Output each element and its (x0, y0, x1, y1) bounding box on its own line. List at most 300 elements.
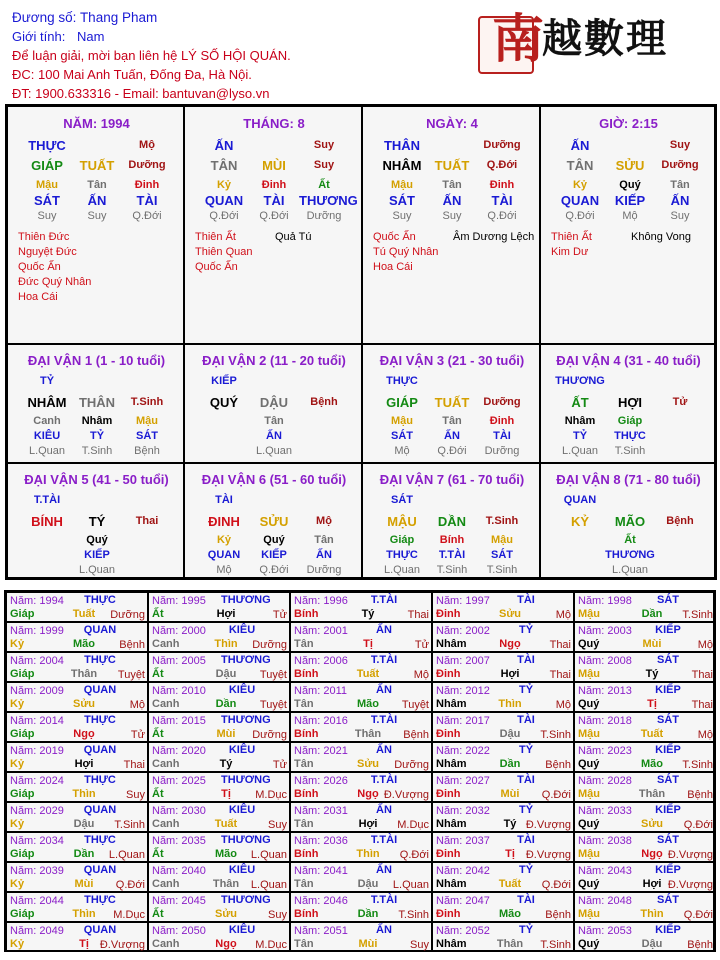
year-stem: Nhâm (436, 758, 467, 770)
decade-hidden-stem: Ất (624, 534, 636, 546)
year-cell (148, 742, 290, 772)
year-god: KIÊU (228, 744, 256, 756)
year-god: QUAN (83, 684, 117, 696)
year-label: Năm: 2041 (294, 865, 348, 877)
year-cell (432, 772, 574, 802)
decade-cell (7, 463, 184, 578)
year-cell (6, 892, 148, 922)
year-stem: Đinh (436, 608, 461, 620)
year-stem: Mậu (578, 608, 600, 620)
year-cell (148, 922, 290, 952)
year-branch: Ngọ (215, 938, 237, 950)
year-branch: Sửu (356, 758, 380, 770)
year-branch: Thìn (72, 788, 96, 800)
auspicious-star: Thiên Đức (18, 231, 70, 243)
pillar-god-state: Suy (669, 139, 691, 151)
hidden-god: QUAN (560, 193, 600, 208)
year-branch: Thân (354, 728, 382, 740)
year-label: Năm: 2046 (294, 895, 348, 907)
decade-cell (362, 463, 540, 578)
year-god: TÀI (517, 654, 535, 666)
year-god: QUAN (83, 624, 117, 636)
year-label: Năm: 2050 (152, 925, 206, 937)
year-label: Năm: 2024 (10, 775, 64, 787)
owner-line (12, 8, 291, 27)
hidden-god: SÁT (34, 193, 60, 208)
decade-stem: MẬU (387, 514, 417, 529)
year-god: T.TÀI (370, 714, 398, 726)
hidden-stem: Tân (87, 179, 107, 191)
year-label: Năm: 2023 (578, 745, 632, 757)
auspicious-star: Hoa Cái (373, 261, 413, 273)
year-label: Năm: 2019 (10, 745, 64, 757)
year-branch: Tuất (72, 608, 96, 620)
hidden-state: Dưỡng (306, 210, 342, 222)
branch-state: Dưỡng (661, 159, 699, 171)
hidden-god: ẤN (670, 193, 690, 208)
year-branch: Mùi (500, 788, 520, 800)
decade-hidden-god: T.TÀI (438, 549, 466, 561)
year-label: Năm: 1997 (436, 595, 490, 607)
year-branch: Hợi (216, 608, 236, 620)
year-god: THỰC (84, 594, 116, 606)
year-god: SÁT (657, 654, 679, 666)
year-cell (574, 682, 714, 712)
year-cell (6, 832, 148, 862)
year-state: L.Quan (108, 849, 145, 861)
decade-hidden-stem: Mậu (136, 415, 158, 427)
year-branch: Dậu (215, 668, 237, 680)
year-stem: Giáp (10, 728, 35, 740)
gender-line (12, 27, 291, 46)
year-cell (6, 742, 148, 772)
decade-cell (362, 344, 540, 463)
seal-character: 南 (492, 9, 545, 70)
year-branch: Tý (503, 818, 517, 830)
year-state: Mộ (555, 609, 571, 621)
red-seal-icon (478, 9, 545, 74)
decade-stem: GIÁP (386, 395, 418, 410)
auspicious-star: Hoa Cái (18, 291, 58, 303)
year-branch: Ngọ (357, 788, 379, 800)
year-label: Năm: 2027 (436, 775, 490, 787)
year-god: THỰC (84, 774, 116, 786)
decade-god: SÁT (391, 494, 413, 506)
decade-stem: QUÝ (209, 395, 239, 410)
year-state: Bệnh (545, 759, 571, 771)
year-god: THƯƠNG (221, 654, 271, 666)
hidden-state: Mộ (622, 210, 638, 222)
year-label: Năm: 2018 (578, 715, 632, 727)
hidden-state: Q.Đới (259, 210, 289, 222)
year-state: Bệnh (687, 939, 713, 951)
year-label: Năm: 2025 (152, 775, 206, 787)
auspicious-star: Quốc Ấn (18, 261, 61, 273)
year-branch: Sửu (214, 908, 238, 920)
decade-branch-state: Dưỡng (483, 396, 521, 408)
gender-value: Nam (76, 29, 105, 44)
year-branch: Thìn (214, 638, 238, 650)
year-stem: Quý (578, 878, 600, 890)
year-branch: Dậu (357, 878, 379, 890)
year-god: QUAN (83, 744, 117, 756)
year-god: KIÊU (228, 924, 256, 936)
year-god: TÀI (517, 834, 535, 846)
year-god: TỶ (518, 624, 534, 636)
year-stem: Đinh (436, 908, 461, 920)
year-state: Mộ (413, 669, 429, 681)
year-branch: Mão (499, 908, 521, 920)
year-god: T.TÀI (370, 654, 398, 666)
year-cell (432, 652, 574, 682)
phone-email-line: ĐT: 1900.633316 - Email: bantuvan@lyso.vn (12, 86, 270, 101)
year-cell (574, 862, 714, 892)
year-state: Dưỡng (252, 729, 287, 741)
year-god: T.TÀI (370, 834, 398, 846)
year-state: Q.Đới (683, 819, 713, 831)
year-label: Năm: 2053 (578, 925, 632, 937)
year-label: Năm: 2031 (294, 805, 348, 817)
year-stem: Mậu (578, 788, 600, 800)
year-label: Năm: 1998 (578, 595, 632, 607)
pillar-god: THÂN (383, 138, 421, 153)
year-god: KIÊU (228, 684, 256, 696)
year-state: M.Dục (255, 789, 287, 801)
year-branch: Mão (215, 848, 237, 860)
auspicious-star: Nguyệt Đức (18, 246, 77, 258)
year-cell (290, 622, 432, 652)
year-label: Năm: 2022 (436, 745, 490, 757)
earthly-branch: TUẤT (79, 158, 115, 173)
chart-header (12, 8, 291, 103)
year-cell (574, 832, 714, 862)
year-label: Năm: 2040 (152, 865, 206, 877)
decade-hidden-god: THỰC (614, 430, 646, 442)
heavenly-stem: NHÂM (382, 158, 422, 173)
year-stem: Canh (152, 638, 180, 650)
year-branch: Dần (641, 608, 663, 620)
year-branch: Tị (363, 638, 373, 650)
year-stem: Tân (294, 878, 314, 890)
year-label: Năm: 2003 (578, 625, 632, 637)
decade-hidden-god: ẤN (444, 430, 460, 442)
year-branch: Tuất (356, 668, 380, 680)
year-god: ẤN (376, 684, 392, 696)
owner-label: Đương số: (12, 10, 77, 25)
auspicious-star: Thiên Ất (551, 231, 592, 243)
year-state: Đ.Vượng (525, 849, 571, 861)
year-god: ẤN (376, 804, 392, 816)
year-stem: Kỷ (10, 698, 25, 710)
year-label: Năm: 2012 (436, 685, 490, 697)
year-god: KIẾP (655, 924, 681, 936)
year-branch: Ngọ (73, 728, 95, 740)
year-cell (6, 622, 148, 652)
year-cell (290, 862, 432, 892)
hidden-state: Suy (37, 210, 57, 222)
year-cell (290, 832, 432, 862)
year-branch: Tị (647, 698, 657, 710)
year-stem: Giáp (10, 908, 35, 920)
decade-hidden-stem: Nhâm (81, 415, 113, 427)
decade-hidden-god: TỶ (89, 430, 105, 442)
year-stem: Kỷ (10, 758, 25, 770)
decade-branch: TÝ (88, 514, 106, 529)
year-cell (574, 592, 714, 622)
year-stem: Giáp (10, 668, 35, 680)
year-god: KIẾP (655, 744, 681, 756)
year-state: Tử (414, 639, 429, 651)
year-cell (148, 682, 290, 712)
year-cell (6, 922, 148, 952)
year-state: Suy (410, 939, 429, 951)
year-branch: Thìn (498, 698, 522, 710)
year-god: KIẾP (655, 624, 681, 636)
year-label: Năm: 2033 (578, 805, 632, 817)
year-stem: Giáp (10, 788, 35, 800)
decade-hidden-state: Bệnh (134, 445, 160, 457)
year-state: L.Quan (250, 879, 287, 891)
year-state: T.Sinh (114, 819, 145, 831)
decade-hidden-god: ẤN (316, 549, 332, 561)
year-label: Năm: 2014 (10, 715, 64, 727)
earthly-branch: MÙI (262, 158, 286, 173)
year-label: Năm: 1996 (294, 595, 348, 607)
hidden-god: TÀI (491, 193, 513, 208)
decade-hidden-stem: Tân (442, 415, 462, 427)
decade-god: QUAN (563, 494, 597, 506)
year-branch: Mùi (358, 938, 378, 950)
hidden-stem: Tân (670, 179, 690, 191)
year-label: Năm: 2006 (294, 655, 348, 667)
year-stem: Giáp (10, 608, 35, 620)
year-label: Năm: 2045 (152, 895, 206, 907)
year-cell (574, 922, 714, 952)
year-cell (6, 862, 148, 892)
decade-hidden-god: SÁT (391, 430, 413, 442)
year-label: Năm: 2047 (436, 895, 490, 907)
decade-hidden-state: L.Quan (611, 564, 649, 576)
year-god: QUAN (83, 924, 117, 936)
pillar-cell (540, 106, 715, 344)
hidden-god: KIẾP (614, 193, 646, 208)
year-cell (290, 652, 432, 682)
year-stem: Bính (294, 728, 319, 740)
decade-hidden-state: T.Sinh (486, 564, 518, 576)
year-state: Đ.Vượng (383, 789, 429, 801)
decade-god: THƯƠNG (555, 375, 605, 387)
year-state: T.Sinh (682, 609, 713, 621)
year-branch: Hợi (642, 878, 662, 890)
year-label: Năm: 2049 (10, 925, 64, 937)
auspicious-star: Quốc Ấn (195, 261, 238, 273)
pillar-grid (5, 104, 717, 580)
year-stem: Nhâm (436, 878, 467, 890)
year-cell (148, 772, 290, 802)
year-label: Năm: 2029 (10, 805, 64, 817)
pillar-god: ẤN (570, 138, 590, 153)
year-god: TÀI (517, 714, 535, 726)
year-state: Tử (272, 609, 287, 621)
hidden-stem: Ất (318, 179, 330, 191)
year-label: Năm: 2010 (152, 685, 206, 697)
decade-hidden-state: Dưỡng (484, 445, 520, 457)
year-cell (432, 682, 574, 712)
decade-hidden-stem: Tân (264, 415, 284, 427)
year-cell (432, 712, 574, 742)
year-state: M.Dục (113, 909, 145, 921)
year-stem: Ất (152, 908, 164, 920)
year-god: T.TÀI (370, 774, 398, 786)
year-god: TỶ (518, 804, 534, 816)
year-stem: Tân (294, 638, 314, 650)
year-state: T.Sinh (682, 759, 713, 771)
year-state: L.Quan (250, 849, 287, 861)
year-state: Bệnh (403, 729, 429, 741)
decade-branch-state: Tử (672, 396, 688, 408)
year-branch: Dậu (73, 818, 95, 830)
year-god: KIẾP (655, 864, 681, 876)
year-branch: Ngọ (641, 848, 663, 860)
year-cell (148, 802, 290, 832)
year-stem: Kỷ (10, 638, 25, 650)
year-state: Tuyệt (259, 669, 287, 681)
heavenly-stem: GIÁP (31, 158, 63, 173)
year-state: Thai (123, 759, 145, 771)
year-god: THƯƠNG (221, 774, 271, 786)
year-stem: Đinh (436, 848, 461, 860)
decade-branch: DẦN (437, 514, 467, 529)
year-label: Năm: 2007 (436, 655, 490, 667)
year-branch: Dần (499, 758, 521, 770)
decade-hidden-state: L.Quan (255, 445, 293, 457)
decade-hidden-god: ẤN (266, 430, 282, 442)
decade-title: ĐẠI VẬN 2 (11 - 20 tuổi) (202, 353, 346, 368)
year-stem: Tân (294, 758, 314, 770)
year-label: Năm: 2035 (152, 835, 206, 847)
year-label: Năm: 2015 (152, 715, 206, 727)
year-label: Năm: 2009 (10, 685, 64, 697)
auspicious-star: Thiên Quan (195, 246, 253, 258)
year-label: Năm: 1999 (10, 625, 64, 637)
year-cell (290, 772, 432, 802)
year-label: Năm: 2004 (10, 655, 64, 667)
year-label: Năm: 1995 (152, 595, 206, 607)
decade-title: ĐẠI VẬN 4 (31 - 40 tuổi) (556, 353, 701, 368)
year-cell (290, 592, 432, 622)
year-stem: Mậu (578, 728, 600, 740)
decade-hidden-state: L.Quan (561, 445, 599, 457)
year-state: Tử (130, 729, 145, 741)
year-branch: Sửu (640, 818, 664, 830)
year-stem: Kỷ (10, 938, 25, 950)
decade-hidden-god: KIẾP (84, 549, 110, 561)
decade-hidden-stem: Canh (33, 415, 61, 427)
decade-hidden-god: KIẾP (261, 549, 287, 561)
year-label: Năm: 2001 (294, 625, 348, 637)
pillar-cell (7, 106, 184, 344)
earthly-branch: TUẤT (434, 158, 470, 173)
year-branch: Mão (357, 698, 379, 710)
year-state: M.Dục (255, 939, 287, 951)
year-stem: Tân (294, 818, 314, 830)
year-state: M.Dục (397, 819, 429, 831)
year-stem: Canh (152, 938, 180, 950)
decade-hidden-state: L.Quan (28, 445, 66, 457)
auspicious-star: Thiên Ất (195, 231, 236, 243)
year-label: Năm: 2028 (578, 775, 632, 787)
year-state: T.Sinh (398, 909, 429, 921)
year-branch: Tuất (214, 818, 238, 830)
heavenly-stem: TÂN (210, 158, 238, 173)
pillar-god: THỰC (28, 138, 66, 153)
year-state: Mộ (129, 699, 145, 711)
year-state: Dưỡng (110, 609, 145, 621)
year-label: Năm: 2016 (294, 715, 348, 727)
year-branch: Dậu (499, 728, 521, 740)
year-god: QUAN (83, 804, 117, 816)
decade-branch-state: T.Sinh (485, 515, 519, 527)
year-god: THƯƠNG (221, 594, 271, 606)
year-cell (432, 832, 574, 862)
earthly-branch: SỬU (615, 158, 645, 173)
decade-hidden-stem: Tân (314, 534, 334, 546)
decade-hidden-stem: Giáp (617, 415, 643, 427)
year-stem: Nhâm (436, 818, 467, 830)
hidden-stem: Kỷ (572, 179, 588, 191)
year-cell (148, 592, 290, 622)
year-label: Năm: 2034 (10, 835, 64, 847)
decade-branch: DẬU (259, 395, 289, 410)
year-label: Năm: 2008 (578, 655, 632, 667)
decade-hidden-stem: Mậu (491, 534, 513, 546)
year-god: SÁT (657, 774, 679, 786)
decade-hidden-god: THƯƠNG (605, 549, 655, 561)
year-state: Thai (691, 699, 713, 711)
year-stem: Ất (152, 608, 164, 620)
year-stem: Tân (294, 938, 314, 950)
year-cell (148, 862, 290, 892)
decade-branch: TUẤT (434, 395, 470, 410)
year-branch: Mùi (74, 878, 94, 890)
year-branch: Thân (638, 788, 666, 800)
year-stem: Bính (294, 668, 319, 680)
decade-stem: ĐINH (208, 514, 240, 529)
pillar-god-state: Mộ (139, 139, 155, 151)
decade-hidden-god: TỶ (572, 430, 588, 442)
hidden-stem: Quý (619, 179, 641, 191)
year-stem: Ất (152, 788, 164, 800)
decade-branch: THÂN (78, 395, 116, 410)
year-state: Thai (549, 639, 571, 651)
year-state: Dưỡng (394, 759, 429, 771)
year-state: Thai (691, 669, 713, 681)
year-stem: Canh (152, 758, 180, 770)
decade-branch-state: Bệnh (666, 515, 694, 527)
year-god: SÁT (657, 594, 679, 606)
other-star: Âm Dương Lệch (453, 231, 535, 243)
year-god: SÁT (657, 714, 679, 726)
other-star: Không Vong (631, 231, 691, 243)
year-state: Q.Đới (115, 879, 145, 891)
year-god: ẤN (376, 864, 392, 876)
decade-hidden-stem: Bính (439, 534, 465, 546)
year-state: T.Sinh (540, 729, 571, 741)
year-label: Năm: 2020 (152, 745, 206, 757)
year-cell (148, 712, 290, 742)
year-god: THỰC (84, 834, 116, 846)
hidden-state: Q.Đới (565, 210, 595, 222)
